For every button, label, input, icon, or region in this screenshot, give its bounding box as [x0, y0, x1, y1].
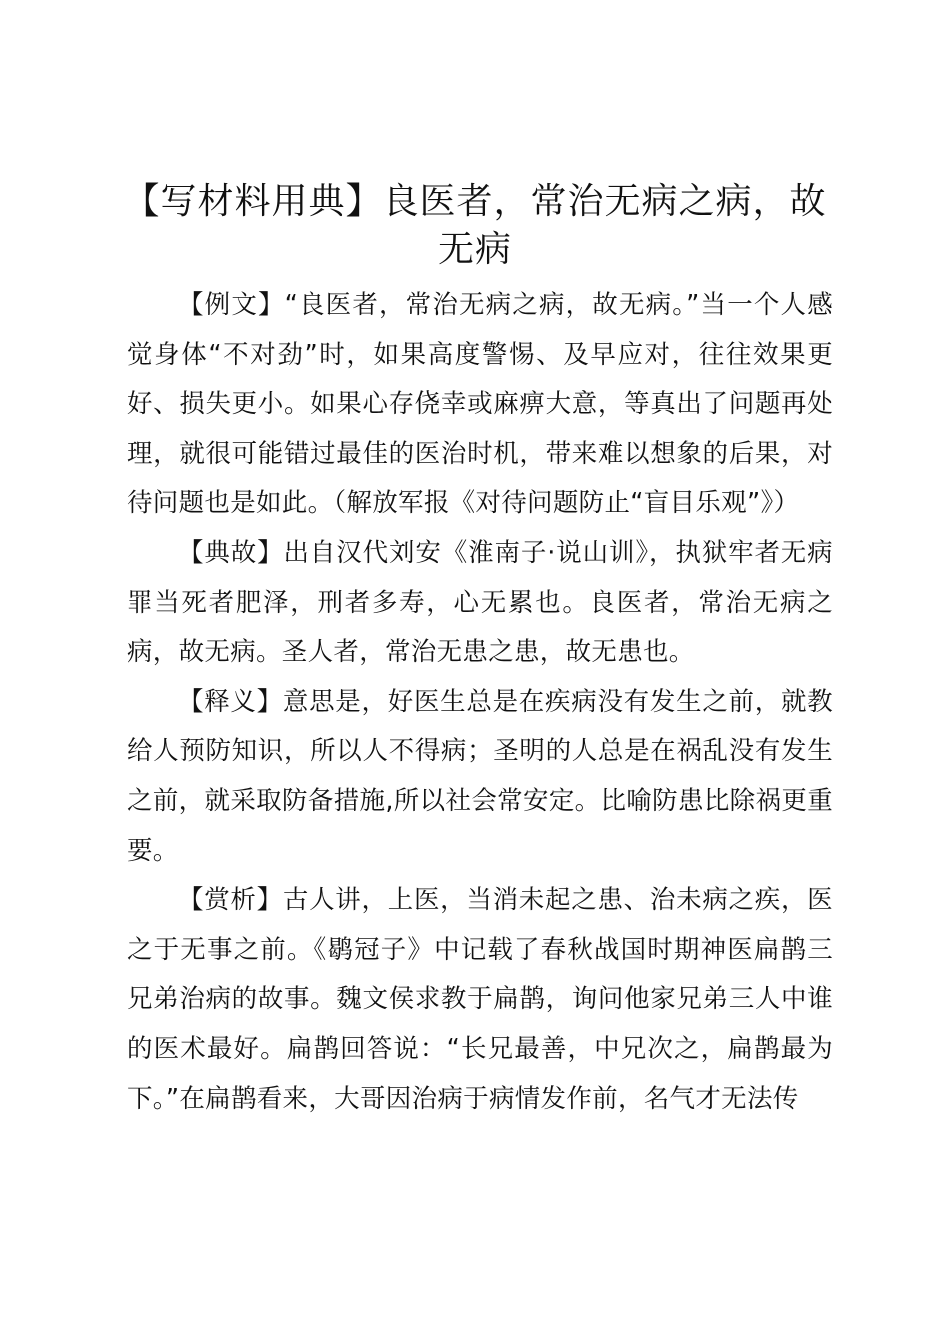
paragraph-allusion: 【典故】出自汉代刘安《淮南子·说山训》，执狱牢者无病罪当死者肥泽，刑者多寿，心无累也。良医者，常治无病之病，故无病。圣人者，常治无患之患，故无患也。: [127, 537, 833, 668]
paragraph-example: 【例文】“良医者，常治无病之病，故无病。”当一个人感觉身体“不对劲”时，如果高度警惕、及早应对，往往效果更好、损失更小。如果心存侥幸或麻痹大意，等真出了问题再处理，就很可能错过最佳的医治时机，带来难以想象的后果，对待问题也是如此。（解放军报《对待问题防止“盲目乐观”》）: [127, 290, 833, 519]
document-title: 【写材料用典】良医者，常治无病之病，故无病: [123, 181, 827, 270]
document-body: [127, 281, 833, 1124]
paragraph-appreciation: 【赏析】古人讲，上医，当消未起之患、治未病之疾，医之于无事之前。《鹖冠子》中记载了春秋战国时期神医扁鹊三兄弟治病的故事。魏文侯求教于扁鹊，询问他家兄弟三人中谁的医术最好。扁鹊回答说：“长兄最善，中兄次之，扁鹊最为下。”在扁鹊看来，大哥因治病于病情发作前，名气才无法传: [127, 885, 833, 1114]
paragraph-meaning: 【释义】意思是，好医生总是在疾病没有发生之前，就教给人预防知识，所以人不得病；圣明的人总是在祸乱没有发生之前，就采取防备措施,所以社会常安定。比喻防患比除祸更重要。: [127, 686, 833, 866]
